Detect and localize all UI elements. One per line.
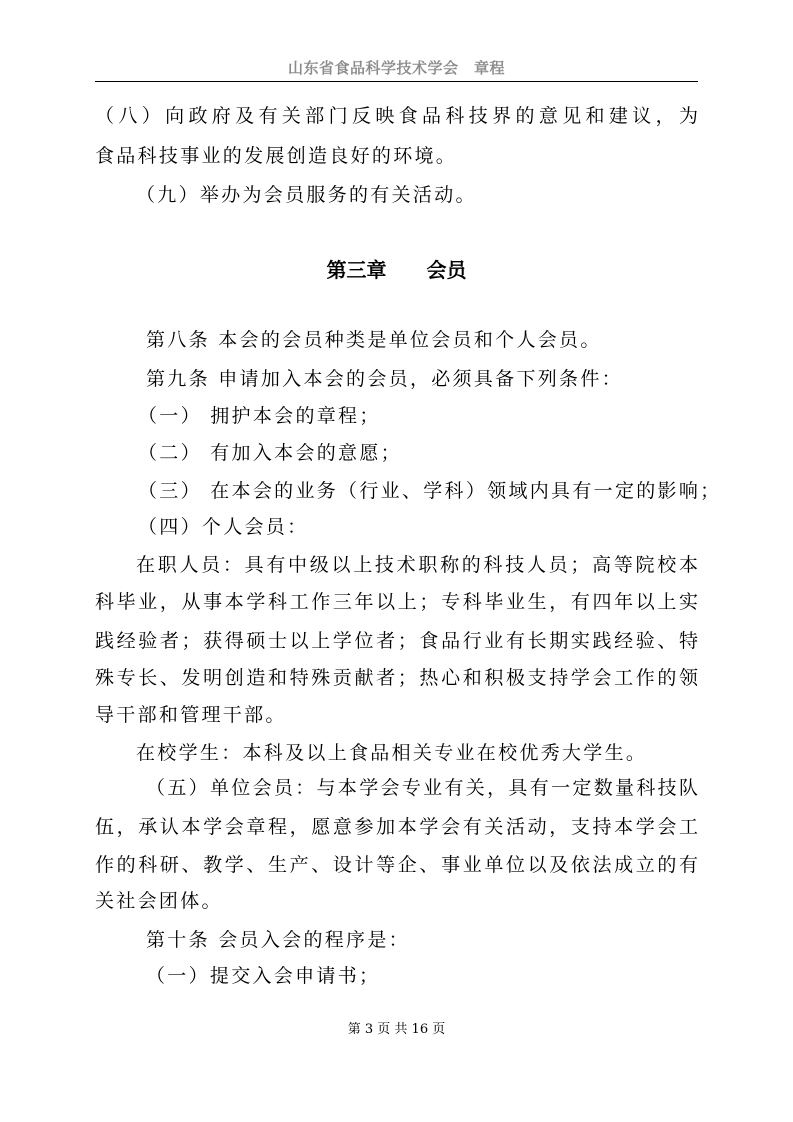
running-header: 山东省食品科学技术学会 章程 — [287, 59, 505, 77]
paragraph-line: 关社会团体。 — [95, 890, 223, 912]
paragraph-line: 殊专长、发明创造和特殊贡献者；热心和积极支持学会工作的领 — [95, 667, 698, 689]
article-8: 第八条 本会的会员种类是单位会员和个人会员。 — [146, 329, 602, 351]
condition-4: （四）个人会员： — [138, 516, 309, 538]
paragraph-line: 作的科研、教学、生产、设计等企、事业单位以及依法成立的有 — [95, 854, 698, 876]
header-divider — [95, 81, 698, 82]
condition-3: （三） 在本会的业务（行业、学科）领域内具有一定的影响； — [138, 480, 722, 502]
paragraph-line: 践经验者；获得硕士以上学位者；食品行业有长期实践经验、特 — [95, 630, 698, 652]
chapter-title: 会员 — [426, 258, 467, 282]
paragraph-line: 科毕业，从事本学科工作三年以上；专科毕业生，有四年以上实 — [95, 591, 698, 613]
chapter-number: 第三章 — [326, 258, 387, 282]
article-9: 第九条 申请加入本会的会员，必须具备下列条件： — [146, 368, 623, 390]
page-number: 第 3 页 共 16 页 — [347, 1022, 446, 1037]
article-10: 第十条 会员入会的程序是： — [146, 929, 410, 951]
paragraph-line: 伍，承认本学会章程，愿意参加本学会有关活动，支持本学会工 — [95, 816, 698, 838]
procedure-1: （一）提交入会申请书； — [146, 965, 381, 987]
paragraph-line: 食品科技事业的发展创造良好的环境。 — [95, 145, 458, 167]
condition-2: （二） 有加入本会的意愿； — [138, 442, 402, 464]
paragraph-line: （九）举办为会员服务的有关活动。 — [136, 184, 477, 206]
paragraph-line: 导干部和管理干部。 — [95, 704, 287, 726]
chapter-heading — [0, 254, 793, 283]
paragraph-line: （八）向政府及有关部门反映食品科技界的意见和建议，为 — [95, 105, 698, 127]
paragraph-line: 在职人员：具有中级以上技术职称的科技人员；高等院校本 — [136, 554, 698, 576]
paragraph-line: （五）单位会员：与本学会专业有关，具有一定数量科技队 — [146, 777, 698, 799]
paragraph-line: 在校学生：本科及以上食品相关专业在校优秀大学生。 — [136, 742, 648, 764]
condition-1: （一） 拥护本会的章程； — [138, 405, 381, 427]
